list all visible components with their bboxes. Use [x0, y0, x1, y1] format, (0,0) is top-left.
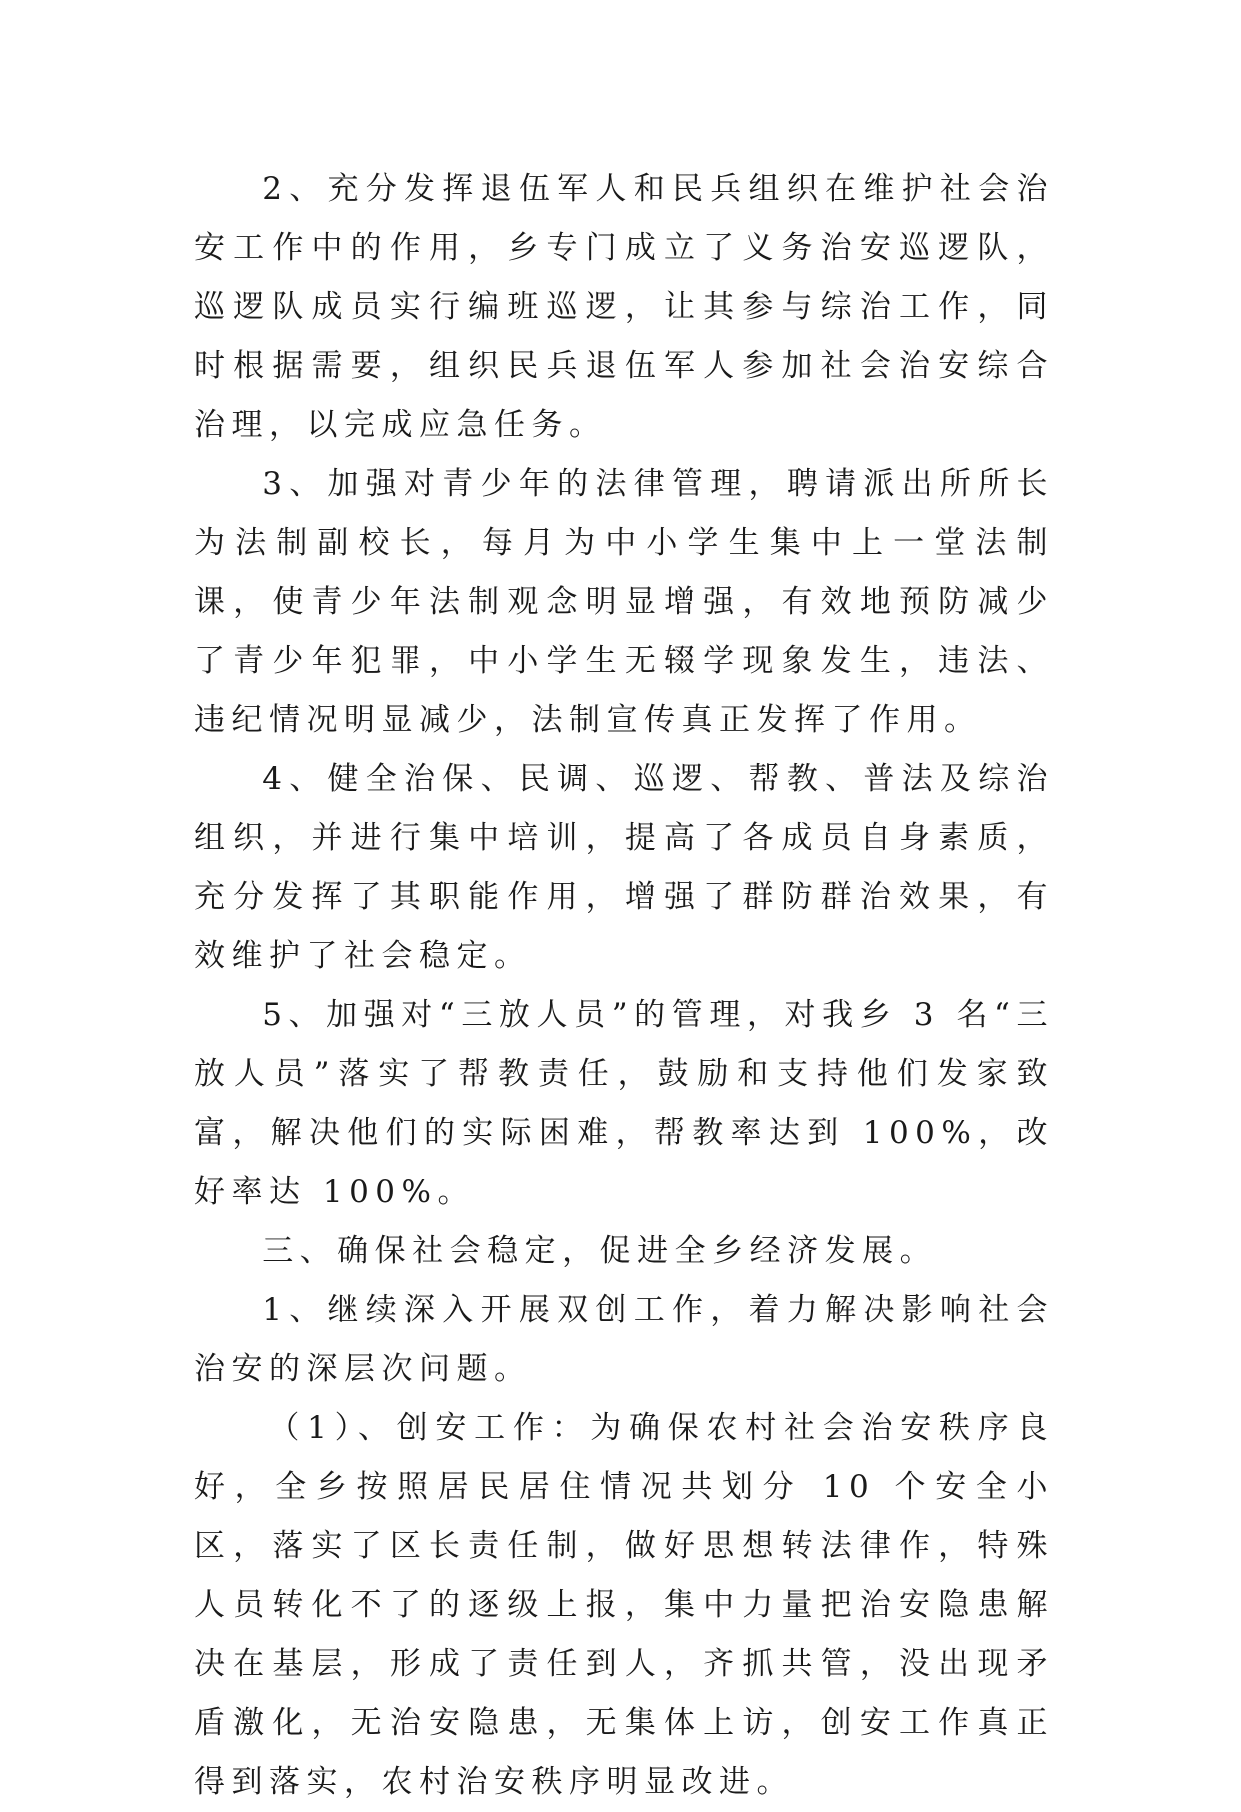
paragraph-item-4: 4、健全治保、民调、巡逻、帮教、普法及综治组织，并进行集中培训，提高了各成员自身素质，充分发挥了其职能作用，增强了群防群治效果，有效维护了社会稳定。 [194, 761, 1054, 974]
paragraph-item-5: 5、加强对“三放人员”的管理，对我乡 3 名“三放人员”落实了帮教责任，鼓励和支持他们发家致富，解决他们的实际困难，帮教率达到 100%，改好率达 100%。 [194, 997, 1054, 1210]
paragraph-item-1: 1、继续深入开展双创工作，着力解决影响社会治安的深层次问题。 [194, 1292, 1054, 1387]
paragraph-item-2: 2、充分发挥退伍军人和民兵组织在维护社会治安工作中的作用，乡专门成立了义务治安巡逻队，巡逻队成员实行编班巡逻，让其参与综治工作，同时根据需要，组织民兵退伍军人参加社会治安综合治理，以完成应急任务。 [194, 171, 1054, 443]
paragraph-item-3: 3、加强对青少年的法律管理，聘请派出所所长为法制副校长，每月为中小学生集中上一堂法制课，使青少年法制观念明显增强，有效地预防减少了青少年犯罪，中小学生无辍学现象发生，违法、违纪情况明显减少，法制宣传真正发挥了作用。 [194, 466, 1054, 738]
section-heading-3: 三、确保社会稳定，促进全乡经济发展。 [262, 1233, 938, 1269]
paragraph-subitem-1: （1）、创安工作：为确保农村社会治安秩序良好，全乡按照居民居住情况共划分 10 个安全小区，落实了区长责任制，做好思想转法律作，特殊人员转化不了的逐级上报，集中力量把治安隐患解决在基层，形成了责任到人，齐抓共管，没出现矛盾激化，无治安隐患，无集体上访，创安工作真正得到落实，农村治安秩序明显改进。 [194, 1410, 1054, 1800]
document-body [194, 160, 1054, 1812]
